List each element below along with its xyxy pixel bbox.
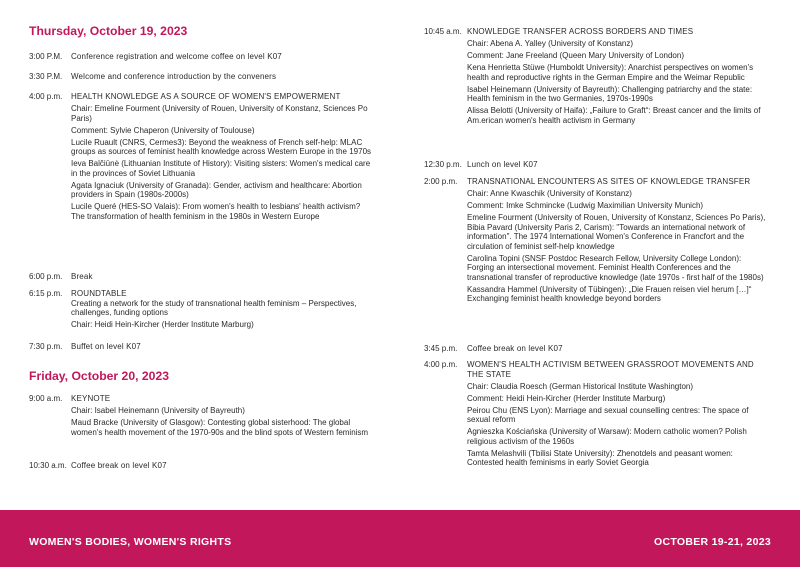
- event-time: 3:45 p.m.: [424, 344, 458, 353]
- footer-bar: [0, 510, 800, 567]
- session-chair: Chair: Isabel Heinemann (University of Bayreuth): [71, 405, 245, 415]
- event-time: 6:15 p.m.: [29, 289, 63, 298]
- session-paper: Lucile Queré (HES-SO Valais): From women's health to lesbians' health activism? The transformation of health feminism in the 1980s in Western Europe: [71, 202, 361, 221]
- session-comment: Comment: Jane Freeland (Queen Mary University of London): [467, 50, 684, 60]
- event-time: 10:45 a.m.: [424, 27, 462, 36]
- footer-conference-title: WOMEN'S BODIES, WOMEN'S RIGHTS: [29, 536, 232, 548]
- event-time: 3:30 P.M.: [29, 72, 63, 81]
- event-time: 4:00 p.m.: [29, 92, 63, 101]
- event-text: Break: [71, 272, 93, 281]
- event-time: 10:30 a.m.: [29, 461, 67, 470]
- session-paper: Tamta Melashvili (Tbilisi State University): Zhenotdels and peasant women: Contested health feminisms in early Soviet Georgia: [467, 448, 733, 468]
- event-text: Coffee break on level K07: [71, 461, 167, 470]
- session-paper: Agnieszka Kościańska (University of Warsaw): Modern catholic women? Polish religious activism of the 1960s: [467, 427, 747, 446]
- event-time: 7:30 p.m.: [29, 342, 63, 351]
- event-text: Lunch on level K07: [467, 160, 538, 169]
- session-chair: Chair: Anne Kwaschik (University of Konstanz): [467, 188, 632, 198]
- event-time: 2:00 p.m.: [424, 177, 458, 186]
- session-comment: Comment: Imke Schmincke (Ludwig Maximilian University Munich): [467, 200, 704, 210]
- session-paper: Lucile Ruault (CNRS, Cermes3): Beyond the weakness of French self-help: MLAC groups as sources of feminist health knowledge across Western Europe in the 1970s: [71, 137, 372, 157]
- event-text: Coffee break on level K07: [467, 344, 563, 353]
- event-time: 3:00 P.M.: [29, 52, 63, 61]
- session-chair: Chair: Claudia Roesch (German Historical Institute Washington): [467, 381, 694, 391]
- session-paper: Maud Bracke (University of Glasgow): Contesting global sisterhood: The global women's health movement of the 1970-90s and the blind spots of Western feminism: [71, 417, 369, 437]
- session-chair: Chair: Emeline Fourment (University of Rouen, University of Konstanz, Sciences Po Paris): [71, 103, 368, 123]
- session-paper: Emeline Fourment (University of Rouen, University of Konstanz, Sciences Po Paris), Bibia Pavard (University Paris 2, Carism): "Towards an international network of information". The 1974 International Women's Conference in Francfort and the circulation of feminist self-help knowledge: [467, 212, 766, 251]
- session-chair: Chair: Abena A. Yalley (University of Konstanz): [467, 38, 634, 48]
- session-title: TRANSNATIONAL ENCOUNTERS AS SITES OF KNOWLEDGE TRANSFER: [467, 177, 751, 186]
- session-title: WOMEN'S HEALTH ACTIVISM BETWEEN GRASSROOT MOVEMENTS AND THE STATE: [467, 360, 754, 379]
- event-time: 6:00 p.m.: [29, 272, 63, 281]
- session-paper: Ieva Balčiūnė (Lithuanian Institute of History): Visiting sisters: Women's medical care in the provinces of Soviet Lithuania: [71, 159, 371, 178]
- session-paper: Kassandra Hammel (University of Tübingen): „Die Frauen reisen viel herum […]“ Exchanging feminist health knowledge beyond borders: [467, 284, 752, 304]
- event-text: Buffet on level K07: [71, 342, 141, 351]
- session-title: HEALTH KNOWLEDGE AS A SOURCE OF WOMEN'S EMPOWERMENT: [71, 92, 341, 101]
- event-time: 9:00 a.m.: [29, 394, 63, 403]
- event-time: 4:00 p.m.: [424, 360, 458, 369]
- session-title: KNOWLEDGE TRANSFER ACROSS BORDERS AND TIMES: [467, 27, 694, 36]
- event-time: 12:30 p.m.: [424, 160, 462, 169]
- session-chair: Chair: Heidi Hein-Kircher (Herder Institute Marburg): [71, 320, 254, 330]
- session-paper: Carolina Topini (SNSF Postdoc Research Fellow, University College London): Forging an intersectional movement. Feminist Health Conferences and the transnational transfer of reproductive knowledge (late 1970s - first half of the 1980s): [467, 253, 764, 282]
- footer-dates: OCTOBER 19-21, 2023: [654, 536, 771, 548]
- day-heading-friday: Friday, October 20, 2023: [29, 369, 169, 383]
- session-paper: Peirou Chu (ENS Lyon): Marriage and sexual counselling centres: The space of sexual reform: [467, 405, 749, 425]
- session-paper: Agata Ignaciuk (University of Granada): Gender, activism and healthcare: Abortion providers in Spain (1980s-2000s): [71, 180, 362, 200]
- session-paper: Kena Henrietta Stüwe (Humboldt University): Anarchist perspectives on women's health and reproductive rights in the German Empire and the Weimar Republic: [467, 62, 754, 82]
- session-comment: Comment: Sylvie Chaperon (University of Toulouse): [71, 125, 255, 135]
- roundtable-topic: Creating a network for the study of transnational health feminism – Perspectives, challenges, funding options: [71, 298, 357, 318]
- session-paper: Alissa Belotti (University of Haifa): „Failure to Graft“: Breast cancer and the limits of Am.erican women's health activism in Germany: [467, 106, 761, 125]
- session-comment: Comment: Heidi Hein-Kircher (Herder Institute Marburg): [467, 393, 666, 403]
- session-title: ROUNDTABLE: [71, 289, 127, 298]
- event-text: Welcome and conference introduction by the conveners: [71, 72, 277, 81]
- session-paper: Isabel Heinemann (University of Bayreuth): Challenging patriarchy and the state: Health feminism in the two Germanies, 1970s-1990s: [467, 84, 753, 104]
- session-title: KEYNOTE: [71, 394, 111, 403]
- day-heading-thursday: Thursday, October 19, 2023: [29, 24, 188, 38]
- event-text: Conference registration and welcome coffee on level K07: [71, 52, 282, 61]
